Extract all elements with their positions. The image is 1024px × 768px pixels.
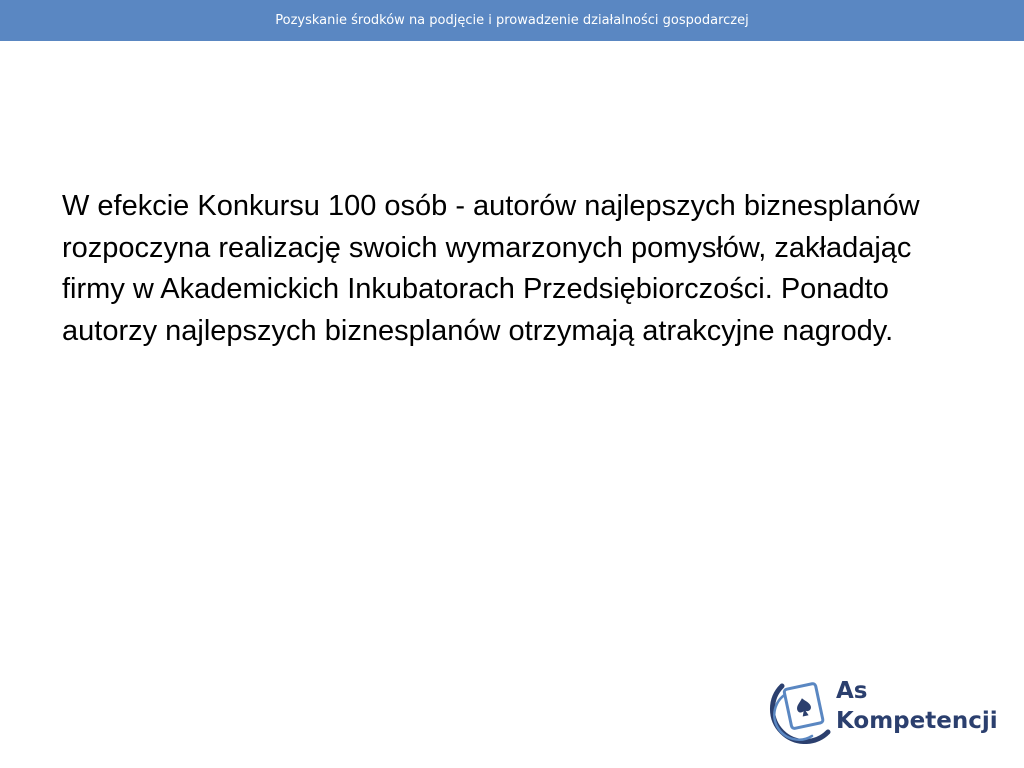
spade-card-icon [768, 672, 834, 744]
header-bar [0, 0, 1024, 41]
logo-text [836, 676, 998, 736]
body-paragraph: W efekcie Konkursu 100 osób - autorów najlepszych biznesplanów rozpoczyna realizację swoich wymarzonych pomysłów, zakładając firmy w Akademickich Inkubatorach Przedsiębiorczości. Ponadto autorzy najlepszych biznesplanów otrzymają atrakcyjne nagrody. [62, 190, 920, 347]
logo-line-as: As [836, 678, 868, 704]
header-title: Pozyskanie środków na podjęcie i prowadzenie działalności gospodarczej [275, 13, 749, 28]
logo-line-kompetencji: Kompetencji [836, 708, 998, 734]
as-kompetencji-logo [768, 672, 998, 744]
